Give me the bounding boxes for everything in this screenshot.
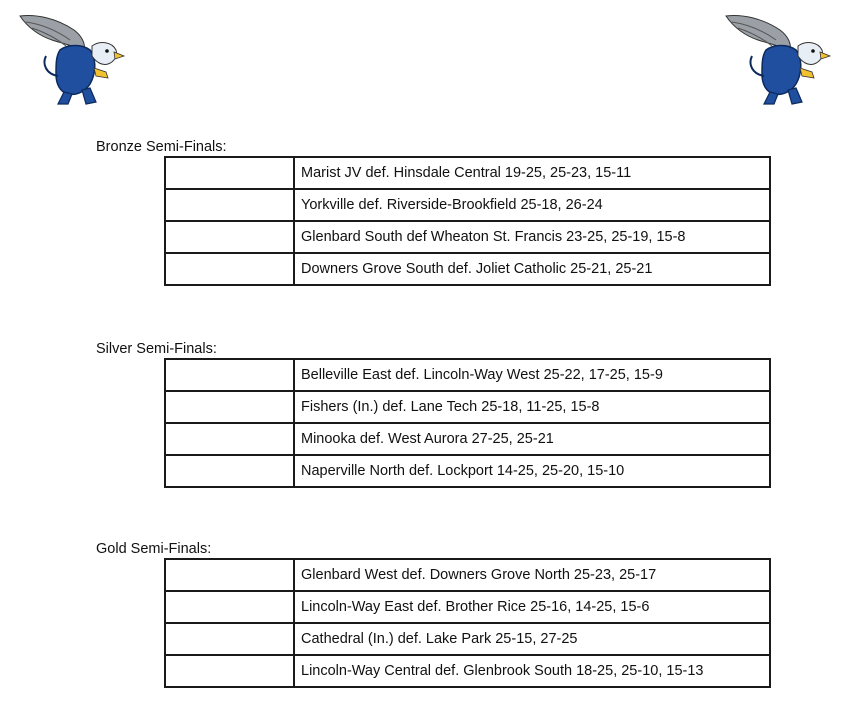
result-cell: Naperville North def. Lockport 14-25, 25-20, 15-10	[294, 455, 770, 487]
bronze-section	[96, 138, 776, 286]
table-row	[165, 391, 770, 423]
empty-cell	[165, 623, 294, 655]
empty-cell	[165, 655, 294, 687]
empty-cell	[165, 591, 294, 623]
table-row	[165, 455, 770, 487]
empty-cell	[165, 253, 294, 285]
results-table	[164, 558, 771, 688]
empty-cell	[165, 423, 294, 455]
silver-section	[96, 340, 776, 488]
result-cell: Yorkville def. Riverside-Brookfield 25-18, 26-24	[294, 189, 770, 221]
table-row	[165, 655, 770, 687]
result-cell: Glenbard West def. Downers Grove North 25-23, 25-17	[294, 559, 770, 591]
table-row	[165, 157, 770, 189]
griffin-mascot-icon	[16, 10, 126, 108]
table-row	[165, 359, 770, 391]
gold-section	[96, 540, 776, 688]
table-row	[165, 423, 770, 455]
result-cell: Lincoln-Way East def. Brother Rice 25-16, 14-25, 15-6	[294, 591, 770, 623]
section-title: Silver Semi-Finals:	[96, 341, 217, 357]
result-cell: Belleville East def. Lincoln-Way West 25-22, 17-25, 15-9	[294, 359, 770, 391]
table-row	[165, 591, 770, 623]
griffin-mascot-icon	[722, 10, 832, 108]
empty-cell	[165, 559, 294, 591]
empty-cell	[165, 455, 294, 487]
table-row	[165, 253, 770, 285]
empty-cell	[165, 189, 294, 221]
results-table	[164, 156, 771, 286]
table-row	[165, 221, 770, 253]
empty-cell	[165, 221, 294, 253]
empty-cell	[165, 359, 294, 391]
table-row	[165, 623, 770, 655]
result-cell: Downers Grove South def. Joliet Catholic 25-21, 25-21	[294, 253, 770, 285]
results-table	[164, 358, 771, 488]
empty-cell	[165, 391, 294, 423]
result-cell: Fishers (In.) def. Lane Tech 25-18, 11-25, 15-8	[294, 391, 770, 423]
result-cell: Minooka def. West Aurora 27-25, 25-21	[294, 423, 770, 455]
section-title: Bronze Semi-Finals:	[96, 139, 227, 155]
result-cell: Glenbard South def Wheaton St. Francis 23-25, 25-19, 15-8	[294, 221, 770, 253]
section-title: Gold Semi-Finals:	[96, 541, 212, 557]
empty-cell	[165, 157, 294, 189]
result-cell: Marist JV def. Hinsdale Central 19-25, 25-23, 15-11	[294, 157, 770, 189]
result-cell: Cathedral (In.) def. Lake Park 25-15, 27-25	[294, 623, 770, 655]
result-cell: Lincoln-Way Central def. Glenbrook South 18-25, 25-10, 15-13	[294, 655, 770, 687]
table-row	[165, 189, 770, 221]
table-row	[165, 559, 770, 591]
